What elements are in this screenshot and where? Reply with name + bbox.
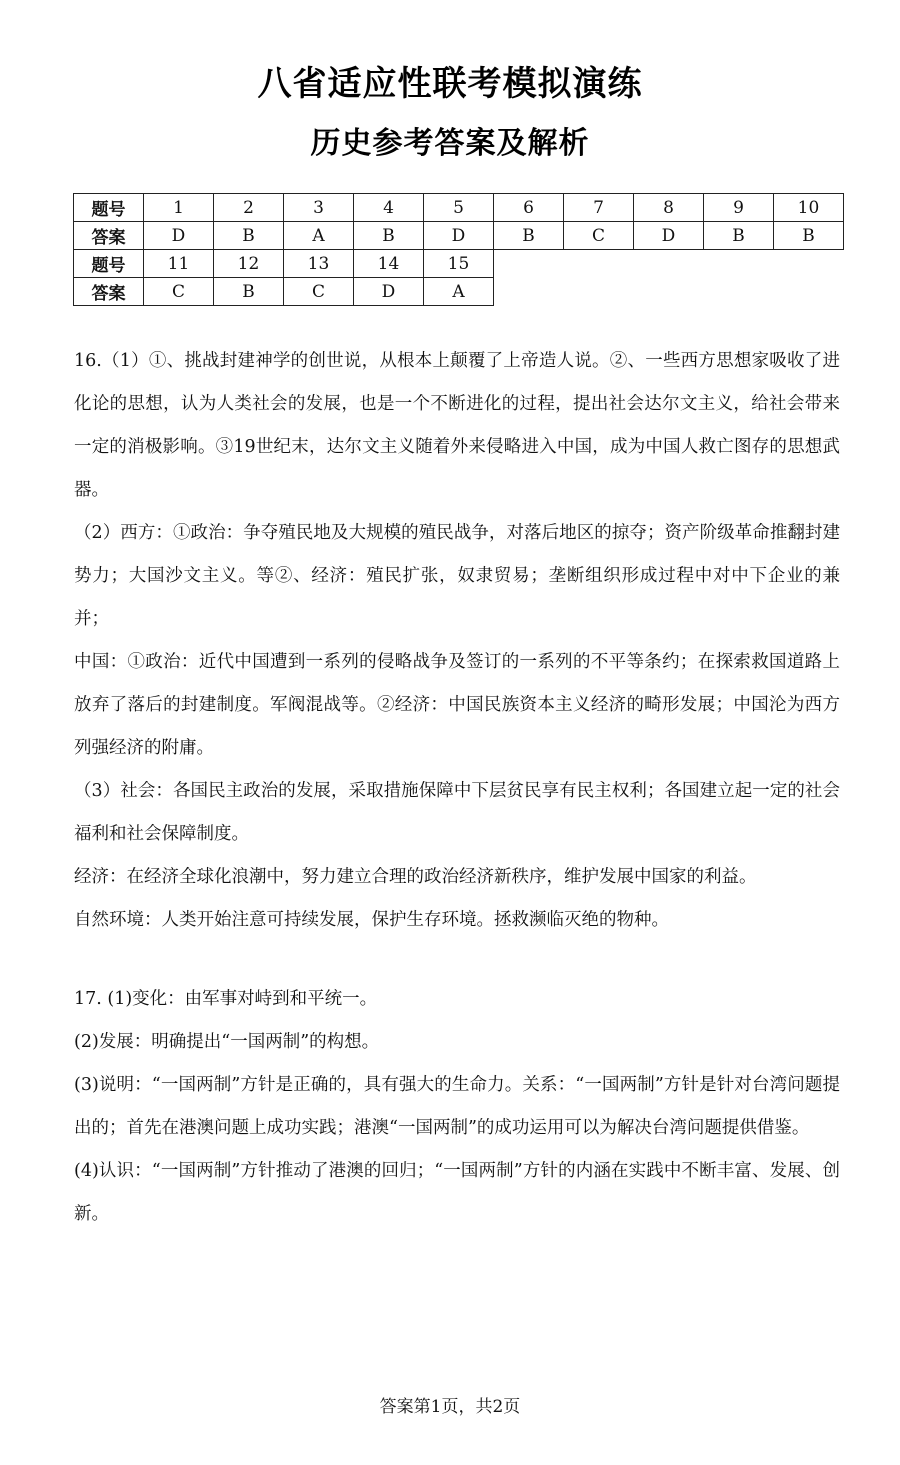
- question-number: 2: [214, 194, 284, 222]
- label-number: 题号: [74, 194, 144, 222]
- question-number: 7: [564, 194, 634, 222]
- question-number: 13: [284, 250, 354, 278]
- q16-part2-west: （2）西方：①政治：争夺殖民地及大规模的殖民战争，对落后地区的掠夺；资产阶级革命推翻封建势力；大国沙文主义。等②、经济：殖民扩张，奴隶贸易；垄断组织形成过程中对中下企业的兼并；: [74, 523, 840, 629]
- q16-part3-economy: 经济：在经济全球化浪潮中，努力建立合理的政治经济新秩序，维护发展中国家的利益。: [74, 867, 757, 887]
- question-number: 12: [214, 250, 284, 278]
- answer-cell: A: [284, 222, 354, 250]
- answer-cell: D: [144, 222, 214, 250]
- q16-part3-environment: 自然环境：人类开始注意可持续发展，保护生存环境。拯救濒临灭绝的物种。: [74, 910, 669, 930]
- q16-part1: 16.（1）①、挑战封建神学的创世说，从根本上颠覆了上帝造人说。②、一些西方思想家吸收了进化论的思想，认为人类社会的发展，也是一个不断进化的过程，提出社会达尔文主义，给社会带来一定的消极影响。③19世纪末，达尔文主义随着外来侵略进入中国，成为中国人救亡图存的思想武器。: [74, 351, 840, 500]
- q17-part2: (2)发展：明确提出“一国两制”的构想。: [74, 1032, 380, 1052]
- question-number: 9: [704, 194, 774, 222]
- table-row-numbers-2: [74, 250, 844, 278]
- question-number: 3: [284, 194, 354, 222]
- question-16-answer: [74, 340, 840, 942]
- answer-cell: B: [214, 222, 284, 250]
- label-answer: 答案: [74, 222, 144, 250]
- answer-table: [73, 193, 844, 306]
- question-number: 1: [144, 194, 214, 222]
- answer-cell: D: [354, 278, 424, 306]
- answer-cell: C: [564, 222, 634, 250]
- empty-cell: [494, 250, 844, 278]
- question-17-answer: [74, 978, 840, 1236]
- q16-part2-china: 中国：①政治：近代中国遭到一系列的侵略战争及签订的一系列的不平等条约；在探索救国道路上放弃了落后的封建制度。军阀混战等。②经济：中国民族资本主义经济的畸形发展；中国沦为西方列强经济的附庸。: [74, 652, 840, 758]
- table-row-numbers-1: [74, 194, 844, 222]
- page-footer: 答案第1页，共2页: [379, 1397, 521, 1417]
- question-number: 15: [424, 250, 494, 278]
- q17-part3: (3)说明：“一国两制”方针是正确的，具有强大的生命力。关系：“一国两制”方针是针对台湾问题提出的；首先在港澳问题上成功实践；港澳“一国两制”的成功运用可以为解决台湾问题提供借鉴。: [74, 1075, 840, 1138]
- answer-cell: B: [214, 278, 284, 306]
- answer-cell: B: [774, 222, 844, 250]
- question-number: 10: [774, 194, 844, 222]
- question-number: 5: [424, 194, 494, 222]
- q17-part4: (4)认识：“一国两制”方针推动了港澳的回归；“一国两制”方针的内涵在实践中不断丰富、发展、创新。: [74, 1161, 840, 1224]
- empty-cell: [494, 278, 844, 306]
- answer-cell: B: [704, 222, 774, 250]
- answer-cell: D: [424, 222, 494, 250]
- answer-cell: C: [144, 278, 214, 306]
- label-answer: 答案: [74, 278, 144, 306]
- q17-part1: 17. (1)变化：由军事对峙到和平统一。: [74, 989, 378, 1009]
- document-title: 八省适应性联考模拟演练: [257, 64, 643, 104]
- question-number: 8: [634, 194, 704, 222]
- q16-part3-society: （3）社会：各国民主政治的发展，采取措施保障中下层贫民享有民主权利；各国建立起一定的社会福利和社会保障制度。: [74, 781, 840, 844]
- question-number: 11: [144, 250, 214, 278]
- document-subtitle: 历史参考答案及解析: [310, 126, 590, 161]
- label-number: 题号: [74, 250, 144, 278]
- question-number: 6: [494, 194, 564, 222]
- question-number: 4: [354, 194, 424, 222]
- table-row-answers-2: [74, 278, 844, 306]
- question-number: 14: [354, 250, 424, 278]
- answer-cell: D: [634, 222, 704, 250]
- table-row-answers-1: [74, 222, 844, 250]
- answer-cell: A: [424, 278, 494, 306]
- answer-cell: B: [494, 222, 564, 250]
- answer-cell: B: [354, 222, 424, 250]
- answer-cell: C: [284, 278, 354, 306]
